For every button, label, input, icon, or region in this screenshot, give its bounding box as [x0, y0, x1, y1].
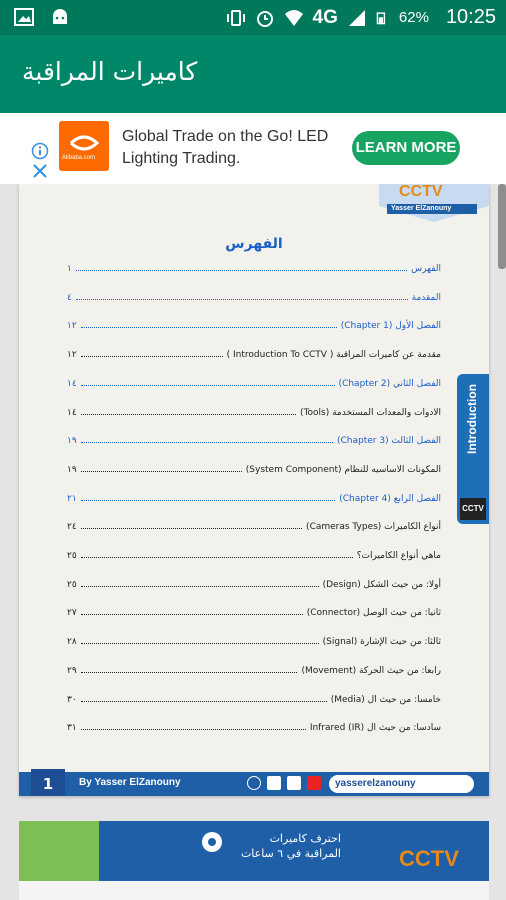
app-bar [0, 35, 506, 113]
toc-row-page: ٣١ [67, 723, 77, 734]
section-tab-badge: CCTV [460, 498, 486, 520]
toc-title: الفهرس [225, 236, 283, 252]
toc-row-label: ثالثا: من حيث الإشارة (Signal) [322, 637, 441, 648]
document-viewer[interactable] [0, 184, 506, 900]
pdf-page-2 [19, 821, 489, 900]
ad-text[interactable]: Global Trade on the Go! LED Lighting Trading. [122, 128, 329, 167]
section-tab-label: Introduction [465, 384, 479, 454]
toc-row-label: الادوات والمعدات المستخدمة (Tools) [300, 407, 441, 418]
toc-row-label: الفصل الرابع (Chapter 4) [339, 493, 441, 504]
toc-row[interactable] [67, 373, 441, 389]
scrollbar[interactable] [498, 184, 506, 269]
toc-row-label: الفهرس [411, 264, 441, 274]
image-notification-icon [14, 8, 34, 26]
toc-row-label: الفصل الثالث (Chapter 3) [336, 436, 441, 447]
toc-row[interactable] [67, 631, 441, 647]
toc-row-label: الفصل الثاني (Chapter 2) [338, 378, 441, 389]
camera-icon [197, 829, 227, 859]
toc-row-page: ١ [67, 264, 72, 274]
toc-row-leader [81, 385, 335, 386]
toc-row[interactable] [67, 574, 441, 590]
toc-row-leader [81, 356, 223, 357]
toc-row[interactable] [67, 689, 441, 705]
toc-row[interactable] [67, 660, 441, 676]
brand-line: Yasser ElZanouny [391, 205, 452, 212]
toc-row[interactable] [67, 258, 441, 274]
toc-row-page: ٢١ [67, 493, 77, 504]
toc-row-leader [81, 327, 337, 328]
toc-row-leader [81, 586, 319, 587]
pdf-page-1 [19, 184, 489, 796]
toc-row-page: ٢٧ [67, 608, 77, 619]
close-ad-icon[interactable] [32, 163, 48, 179]
toc-row-label: سادسا: من حيث ال (IR) Infrared [309, 723, 441, 734]
toc-row-leader [81, 729, 306, 730]
facebook-icon [267, 776, 281, 790]
page2-logo: CCTV [399, 846, 459, 871]
toc-row-leader [76, 299, 408, 300]
toc-row-leader [81, 414, 296, 415]
toc-row-page: ١٤ [67, 407, 77, 418]
toc-row[interactable] [67, 315, 441, 331]
toc-row[interactable] [67, 516, 441, 532]
signal-icon [347, 9, 367, 27]
toc-row-leader [81, 614, 303, 615]
toc-row[interactable] [67, 459, 441, 475]
toc-row-page: ١٢ [67, 350, 77, 361]
network-type: 4G [312, 6, 338, 28]
toc-row-label: المقدمة [411, 292, 441, 303]
page-number: 1 [31, 769, 65, 796]
learn-more-button[interactable]: LEARN MORE [352, 131, 460, 165]
vibrate-icon [226, 9, 246, 27]
page2-banner-text: احترف كاميرات المراقبة في ٦ ساعات [240, 832, 341, 860]
footer-byline: By Yasser ElZanouny [79, 777, 181, 788]
toc-row-page: ٢٨ [67, 637, 77, 648]
toc-row-page: ١٩ [67, 436, 77, 447]
info-icon[interactable] [31, 142, 49, 160]
toc-row[interactable] [67, 344, 441, 360]
toc-row-leader [81, 500, 336, 501]
linkedin-icon [287, 776, 301, 790]
battery-level: 62% [398, 9, 429, 26]
toc-row-leader [81, 471, 242, 472]
toc-row-page: ٤ [67, 292, 72, 303]
toc-row-leader [76, 270, 407, 271]
toc-row-label: الفصل الأول (Chapter 1) [340, 321, 441, 332]
toc-row-page: ٢٥ [67, 579, 77, 590]
toc-row-label: خامسا: من حيث ال (Media) [330, 694, 441, 705]
toc-row[interactable] [67, 287, 441, 303]
page2-left-tile [19, 821, 99, 881]
youtube-icon [307, 776, 321, 790]
toc-row-page: ٣٠ [67, 694, 77, 705]
toc-row-label: أولا: من حيث الشكل (Design) [322, 579, 441, 590]
alibaba-logo-text: Alibaba.com [62, 155, 96, 161]
toc-row-leader [81, 672, 298, 673]
toc-row[interactable] [67, 430, 441, 446]
app-title: كاميرات المراقبة [22, 57, 198, 86]
svg-text:CCTV: CCTV [399, 183, 443, 200]
toc-row-label: ماهي أنواع الكاميرات؟ [356, 551, 441, 561]
toc-row-leader [81, 701, 327, 702]
toc-row-label: مقدمة عن كاميرات المراقبة ( Introduction To CCTV ) [226, 350, 441, 361]
clock: 10:25 [445, 6, 496, 28]
toc-row-page: ٢٩ [67, 665, 77, 676]
cctv-logo [379, 184, 489, 223]
toc-row-label: المكونات الاساسيه للنظام (System Component) [245, 464, 441, 475]
toc-row-label: ثانيا: من حيث الوصل (Connector) [306, 608, 441, 619]
status-bar [0, 0, 506, 35]
web-icon [247, 776, 261, 790]
toc-row-page: ١٩ [67, 464, 77, 475]
alarm-icon [255, 9, 275, 27]
wifi-icon [284, 9, 304, 27]
toc-row-label: أنواع الكاميرات (Cameras Types) [306, 522, 441, 533]
toc-row-leader [81, 557, 353, 558]
social-icons [247, 776, 321, 790]
toc-row-page: ١٢ [67, 321, 77, 332]
toc-row[interactable] [67, 717, 441, 733]
toc-row-page: ٢٥ [67, 551, 77, 561]
toc-row-leader [81, 528, 302, 529]
toc-row[interactable] [67, 602, 441, 618]
toc-row-page: ١٤ [67, 378, 77, 389]
footer-handle: yasserelzanouny [329, 775, 474, 793]
toc-row[interactable] [67, 488, 441, 504]
toc-row-leader [81, 442, 333, 443]
toc-row[interactable] [67, 545, 441, 561]
toc-row-label: رابعا: من حيث الحركة (Movement) [301, 665, 441, 676]
page-footer [19, 772, 489, 796]
battery-icon [376, 9, 390, 27]
alibaba-logo[interactable] [59, 121, 109, 171]
toc-row-leader [81, 643, 319, 644]
android-notification-icon [50, 8, 70, 26]
toc-row[interactable] [67, 402, 441, 418]
toc-row-page: ٢٤ [67, 522, 77, 533]
section-tab-introduction [457, 374, 489, 524]
